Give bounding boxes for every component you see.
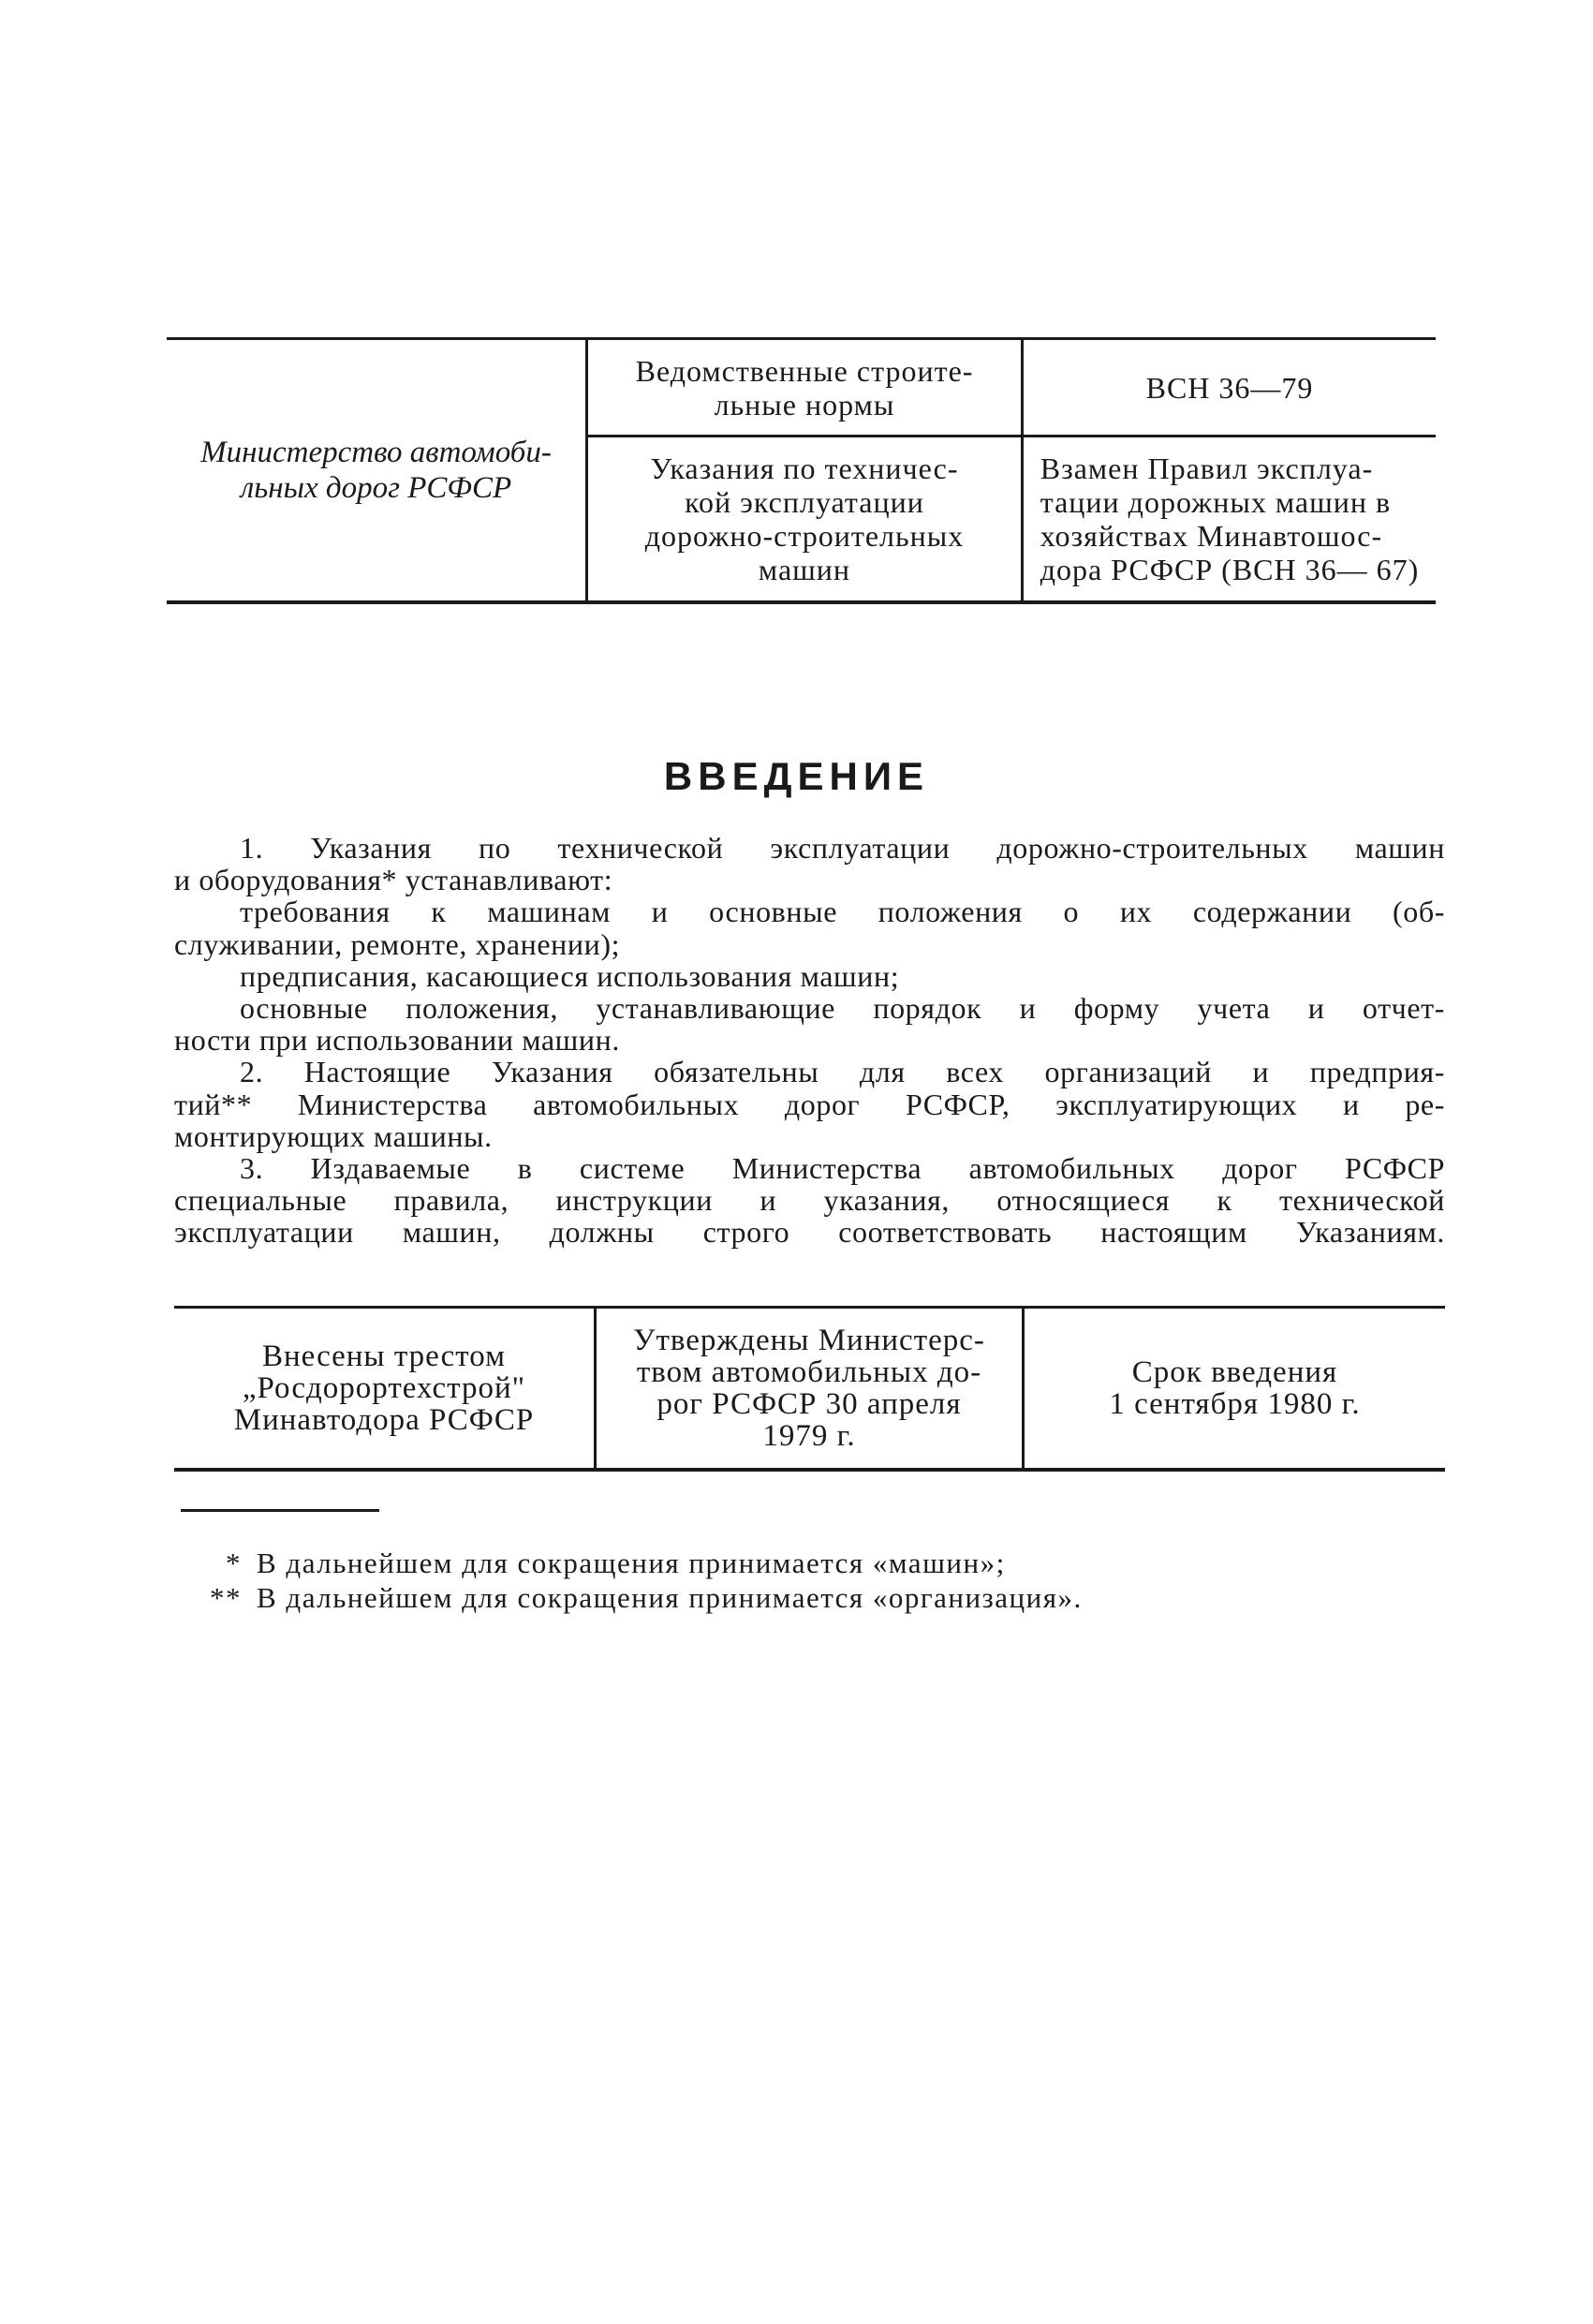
header-table [167, 337, 1436, 604]
issuer-cell [167, 340, 585, 600]
footnotes [199, 1546, 1083, 1615]
body-line: тий** Министерства автомобильных дорог РСФСР, эксплуатирующих и ре- [174, 1087, 1445, 1121]
doc-title-line: дорожно-строительных [644, 519, 965, 553]
doc-title-line: Указания по техничес- [650, 451, 959, 485]
body-line: 3. Издаваемые в системе Министерства автомобильных дорог РСФСР [240, 1151, 1445, 1186]
code-column [1024, 340, 1436, 600]
body-line: монтирующих машины. [174, 1118, 493, 1153]
doc-info-column [588, 340, 1021, 600]
body-line: требования к машинам и основные положения о их содержании (об- [240, 895, 1445, 929]
doc-type-line: льные нормы [714, 387, 895, 422]
doc-type-cell [588, 340, 1021, 437]
doc-title-line: кой эксплуатации [685, 485, 924, 519]
body-line: 1. Указания по технической эксплуатации дорожно-строительных машин [240, 831, 1445, 865]
approved-line: рог РСФСР 30 апреля [656, 1387, 962, 1421]
footnote [199, 1546, 1083, 1580]
issuer-line: Министерство автомоби- [200, 436, 552, 469]
body-line: служивании, ремонте, хранении); [174, 926, 621, 961]
body-line: основные положения, устанавливающие порядок и форму учета и отчет- [240, 991, 1445, 1026]
body-line: 2. Настоящие Указания обязательны для всех организаций и предприя- [240, 1055, 1445, 1089]
body-line: специальные правила, инструкции и указания, относящиеся к технической [174, 1183, 1445, 1218]
section-title: ВВЕДЕНИЕ [663, 754, 930, 798]
doc-code: ВСН 36—79 [1145, 370, 1314, 405]
issuer-line: льных дорог РСФСР [240, 471, 512, 505]
introduced-line: Внесены трестом [261, 1340, 507, 1373]
body-text [174, 832, 1445, 1249]
footnote-text: В дальнейшем для сокращения принимается «машин»; [257, 1547, 1006, 1579]
replaces-cell [1024, 437, 1436, 600]
footnote [199, 1580, 1083, 1615]
approved-line: твом автомобильных до- [636, 1355, 982, 1389]
body-line: и оборудования* устанавливают: [174, 863, 613, 897]
footnote-mark: * [226, 1547, 242, 1579]
footnote-rule [181, 1509, 379, 1512]
replaces-line: тации дорожных машин в [1040, 485, 1392, 519]
approved-line: Утверждены Министерс- [633, 1324, 985, 1357]
effective-line: Срок введения [1131, 1355, 1338, 1389]
introduced-cell [174, 1309, 594, 1468]
effective-line: 1 сентября 1980 г. [1109, 1387, 1361, 1421]
footnote-mark: ** [210, 1581, 242, 1614]
body-line: ности при использовании машин. [174, 1023, 620, 1058]
effective-cell [1025, 1309, 1445, 1468]
approval-table [174, 1306, 1445, 1472]
replaces-line: Взамен Правил эксплуа- [1040, 451, 1374, 485]
doc-title-cell [588, 437, 1021, 600]
code-cell [1024, 340, 1436, 437]
body-line: эксплуатации машин, должны строго соответствовать настоящим Указаниям. [174, 1215, 1445, 1250]
replaces-line: дора РСФСР (ВСН 36— 67) [1040, 553, 1420, 586]
approved-line: 1979 г. [762, 1419, 856, 1453]
doc-title-line: машин [758, 553, 851, 586]
introduced-line: „Росдорортехстрой" [242, 1371, 526, 1405]
approved-cell [597, 1309, 1022, 1468]
replaces-line: хозяйствах Минавтошос- [1040, 519, 1383, 553]
body-line: предписания, касающиеся использования машин; [240, 958, 900, 993]
footnote-text: В дальнейшем для сокращения принимается «организация». [257, 1581, 1083, 1614]
doc-type-line: Ведомственные строите- [635, 353, 974, 388]
introduced-line: Минавтодора РСФСР [233, 1403, 535, 1437]
